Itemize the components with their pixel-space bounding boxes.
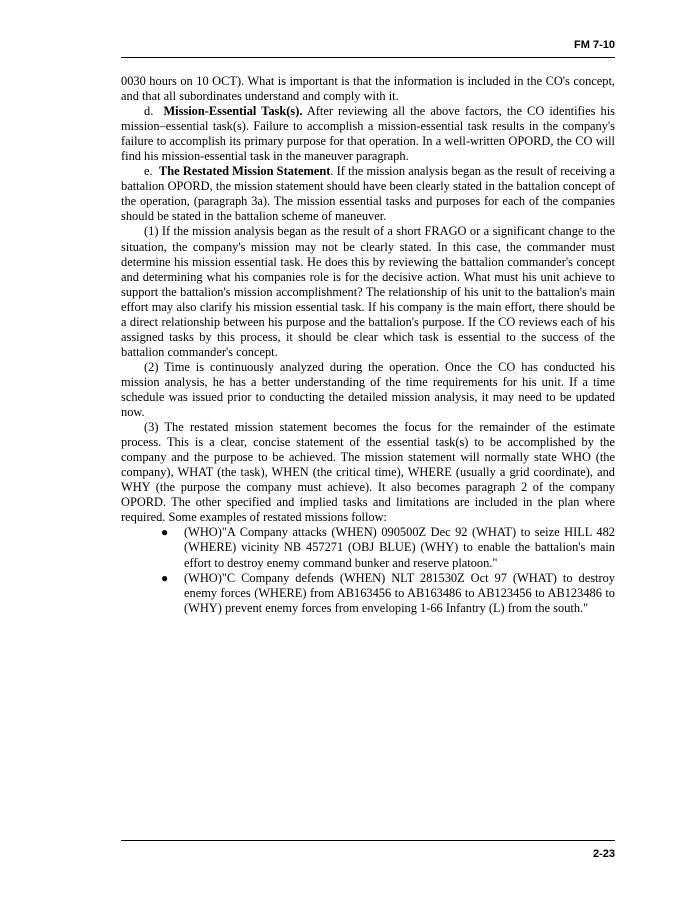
page-header-label: FM 7-10 <box>574 39 615 51</box>
subparagraph-1: (1) If the mission analysis began as the result of a short FRAGO or a significant change to the situation, the company's mission may not be clearly stated. In this case, the commander must determine his mission essential task. He does this by reviewing the battalion commander's concept and determining what his companies role is for the decisive action. What must his unit achieve to support the battalion's mission accomplishment? The relationship of his unit to the battalion's main effort may also clarify his mission essential task. If his company is the main effort, there should be a direct relationship between his purpose and the battalion's purpose. If the CO reviews each of his assigned tasks by this process, it should be clear which task is essential to the success of the battalion commander's concept. <box>121 224 615 359</box>
mission-example-text: (WHO)"A Company attacks (WHEN) 090500Z Dec 92 (WHAT) to seize HILL 482 (WHERE) vicinity NB 457271 (OBJ BLUE) (WHY) to enable the battalion's main effort to destroy enemy command bunker and reserve platoon." <box>184 525 615 570</box>
paragraph-d <box>121 104 615 164</box>
subparagraph-2: (2) Time is continuously analyzed during the operation. Once the CO has conducted his mission analysis, he has a better understanding of the time requirements for his unit. If a time schedule was issued prior to conducting the detailed mission analysis, it may need to be updated now. <box>121 359 615 420</box>
footer-rule <box>121 840 615 841</box>
bullet-icon: ● <box>161 570 169 585</box>
paragraph-e-text: . If the mission analysis began as the result of receiving a battalion OPORD, the mission statement should have been clearly stated in the battalion concept of the operation, (paragraph 3a). The mission essential tasks and purposes for each of the companies should be stated in the battalion scheme of maneuver. <box>121 164 616 224</box>
paragraph-continuation: 0030 hours on 10 OCT). What is important is that the information is included in the CO's concept, and that all subordinates understand and comply with it. <box>121 74 615 104</box>
paragraph-d-label: d. <box>144 104 154 119</box>
paragraph-e-title: The Restated Mission Statement <box>159 164 331 179</box>
paragraph-e-label: e. <box>144 164 153 179</box>
list-item <box>121 571 615 616</box>
list-item <box>121 525 615 570</box>
paragraph-d-text: After reviewing all the above factors, the CO identifies his mission–essential task(s). Failure to accomplish a mission-essential task results in the company's failure to accomplish its primary purpose for that operation. In a well-written OPORD, the CO will find his mission-essential task in the maneuver paragraph. <box>121 104 615 164</box>
header-rule <box>121 57 615 58</box>
subparagraph-3: (3) The restated mission statement becomes the focus for the remainder of the estimate process. This is a clear, concise statement of the essential task(s) to be accomplished by the company and the purpose to be achieved. The mission statement will normally state WHO (the company), WHAT (the task), WHEN (the critical time), WHERE (usually a grid coordinate), and WHY (the purpose the company must achieve). It also becomes paragraph 2 of the company OPORD. The other specified and implied tasks and limitations are included in the plan where required. Some examples of restated missions follow: <box>121 420 615 525</box>
bullet-icon: ● <box>161 525 169 540</box>
paragraph-d-title: Mission-Essential Task(s). <box>163 104 303 119</box>
document-body <box>121 74 615 616</box>
mission-example-text: (WHO)"C Company defends (WHEN) NLT 281530Z Oct 97 (WHAT) to destroy enemy forces (WHERE) from AB163456 to AB163486 to AB123456 to AB123486 to (WHY) prevent enemy forces from enveloping 1-66 Infantry (L) from the south." <box>184 570 615 615</box>
paragraph-e <box>121 164 615 224</box>
page-number: 2-23 <box>592 848 615 860</box>
mission-examples-list <box>121 525 615 615</box>
